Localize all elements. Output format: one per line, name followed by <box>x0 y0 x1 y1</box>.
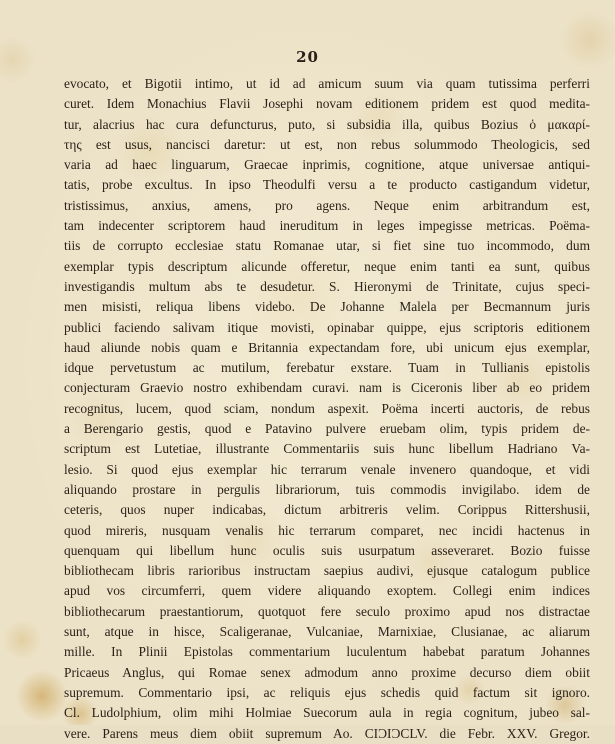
text-line: tur, alacrius hac cura defuncturus, puto, si subsidia illa, quibus Bozius ὁ μακαρί- <box>64 116 590 132</box>
text-line: a Berengario gestis, quod e Patavino pulvere eruebam olim, typis pridem de- <box>64 421 590 437</box>
page-number: 20 <box>296 48 319 66</box>
text-line: vere. Parens meus diem obiit supremum Ao. CIƆIƆCLV. die Febr. XXV. Gregor. <box>64 725 590 741</box>
text-line: bibliothecarum praestantiorum, quotquot fere seculo proximo apud nos distractae <box>64 603 590 619</box>
text-line: publici faciendo salivam itique movisti, opinabar quippe, ejus scriptoris editionem <box>64 319 590 335</box>
text-line: tiis de corrupto ecclesiae statu Romanae utar, si fiet sine tuo incommodo, dum <box>64 238 590 254</box>
text-line: ceteris, quos nuper indicabas, dictum arbitreris velim. Corippus Rittershusii, <box>64 502 590 518</box>
text-line: recognitus, lucem, quod sciam, nondum aspexit. Poëma incerti auctoris, de rebus <box>64 400 590 416</box>
text-line: tristissimus, anxius, amens, pro agens. Neque enim arbitrandum est, <box>64 197 590 213</box>
text-line: supremum. Commentario ipsi, ac reliquis ejus schedis quid factum sit ignoro. <box>64 684 590 700</box>
text-line: aliquando prostare in pergulis librariorum, tuis commodis invigilabo. idem de <box>64 481 590 497</box>
text-line: varia ad haec linguarum, Graecae inprimis, cognitione, atque universae antiqui- <box>64 157 590 173</box>
text-line: bibliothecam libris rarioribus instructam saepius audivi, ejusque catalogum publice <box>64 563 590 579</box>
text-line: conjecturam Graevio nostro exhibendam curavi. nam is Ciceronis liber ab eo pridem <box>64 380 590 396</box>
body-text <box>64 74 590 744</box>
text-line: mille. In Plinii Epistolas commentarium luculentum habebat paratum Johannes <box>64 644 590 660</box>
text-line: quod mireris, nusquam venalis hic terrarum comparet, nec incidi hactenus in <box>64 522 590 538</box>
text-line: scriptum est Lutetiae, illustrante Commentariis suis hunc libellum Hadriano Va- <box>64 441 590 457</box>
text-line: curet. Idem Monachius Flavii Josephi novam editionem pridem est quod medita- <box>64 96 590 112</box>
text-line: lesio. Si quod ejus exemplar hic terrarum venale invenero quandoque, et vidi <box>64 461 590 477</box>
text-line: της est usus, nancisci daretur: ut est, non rebus solummodo Theologicis, sed <box>64 136 590 152</box>
text-line: men misisti, reliqua libens videbo. De Johanne Malela per Becmannum juris <box>64 299 590 315</box>
text-line: Pricaeus Anglus, qui Romae senex admodum anno proxime decurso diem obiit <box>64 664 590 680</box>
text-line: haud aliunde nobis quam e Britannia expectandam fore, ubi unicum ejus exemplar, <box>64 339 590 355</box>
text-line: exemplar typis descriptum alicunde offeretur, neque enim tanti ea sunt, quibus <box>64 258 590 274</box>
text-line: tatis, probe excultus. In ipso Theodulfi versu a te producto castigandum videtur, <box>64 177 590 193</box>
text-line: investigandis multum abs te desudetur. S. Hieronymi de Trinitate, cujus speci- <box>64 278 590 294</box>
text-line: Cl. Ludolphium, olim mihi Holmiae Suecorum aula in regia cognitum, jubeo sal- <box>64 705 590 721</box>
text-line: apud vos circumferri, quem videre aliquando exoptem. Collegi enim indices <box>64 583 590 599</box>
text-line: idque pervetustum ac mutilum, ferebatur exstare. Tuam in Tullianis epistolis <box>64 360 590 376</box>
text-line: tam indecenter scriptorem haud ineruditum in leges impegisse metricas. Poëma- <box>64 218 590 234</box>
text-line: evocato, et Bigotii intimo, ut id ad amicum suum via quam tutissima perferri <box>64 76 590 91</box>
text-line: sunt, atque in hisce, Scaligeranae, Vulcaniae, Marnixiae, Clusianae, ac aliarum <box>64 624 590 640</box>
text-line: quenquam qui libellum hunc oculis suis usurpatum asseveraret. Bozio fuisse <box>64 542 590 558</box>
